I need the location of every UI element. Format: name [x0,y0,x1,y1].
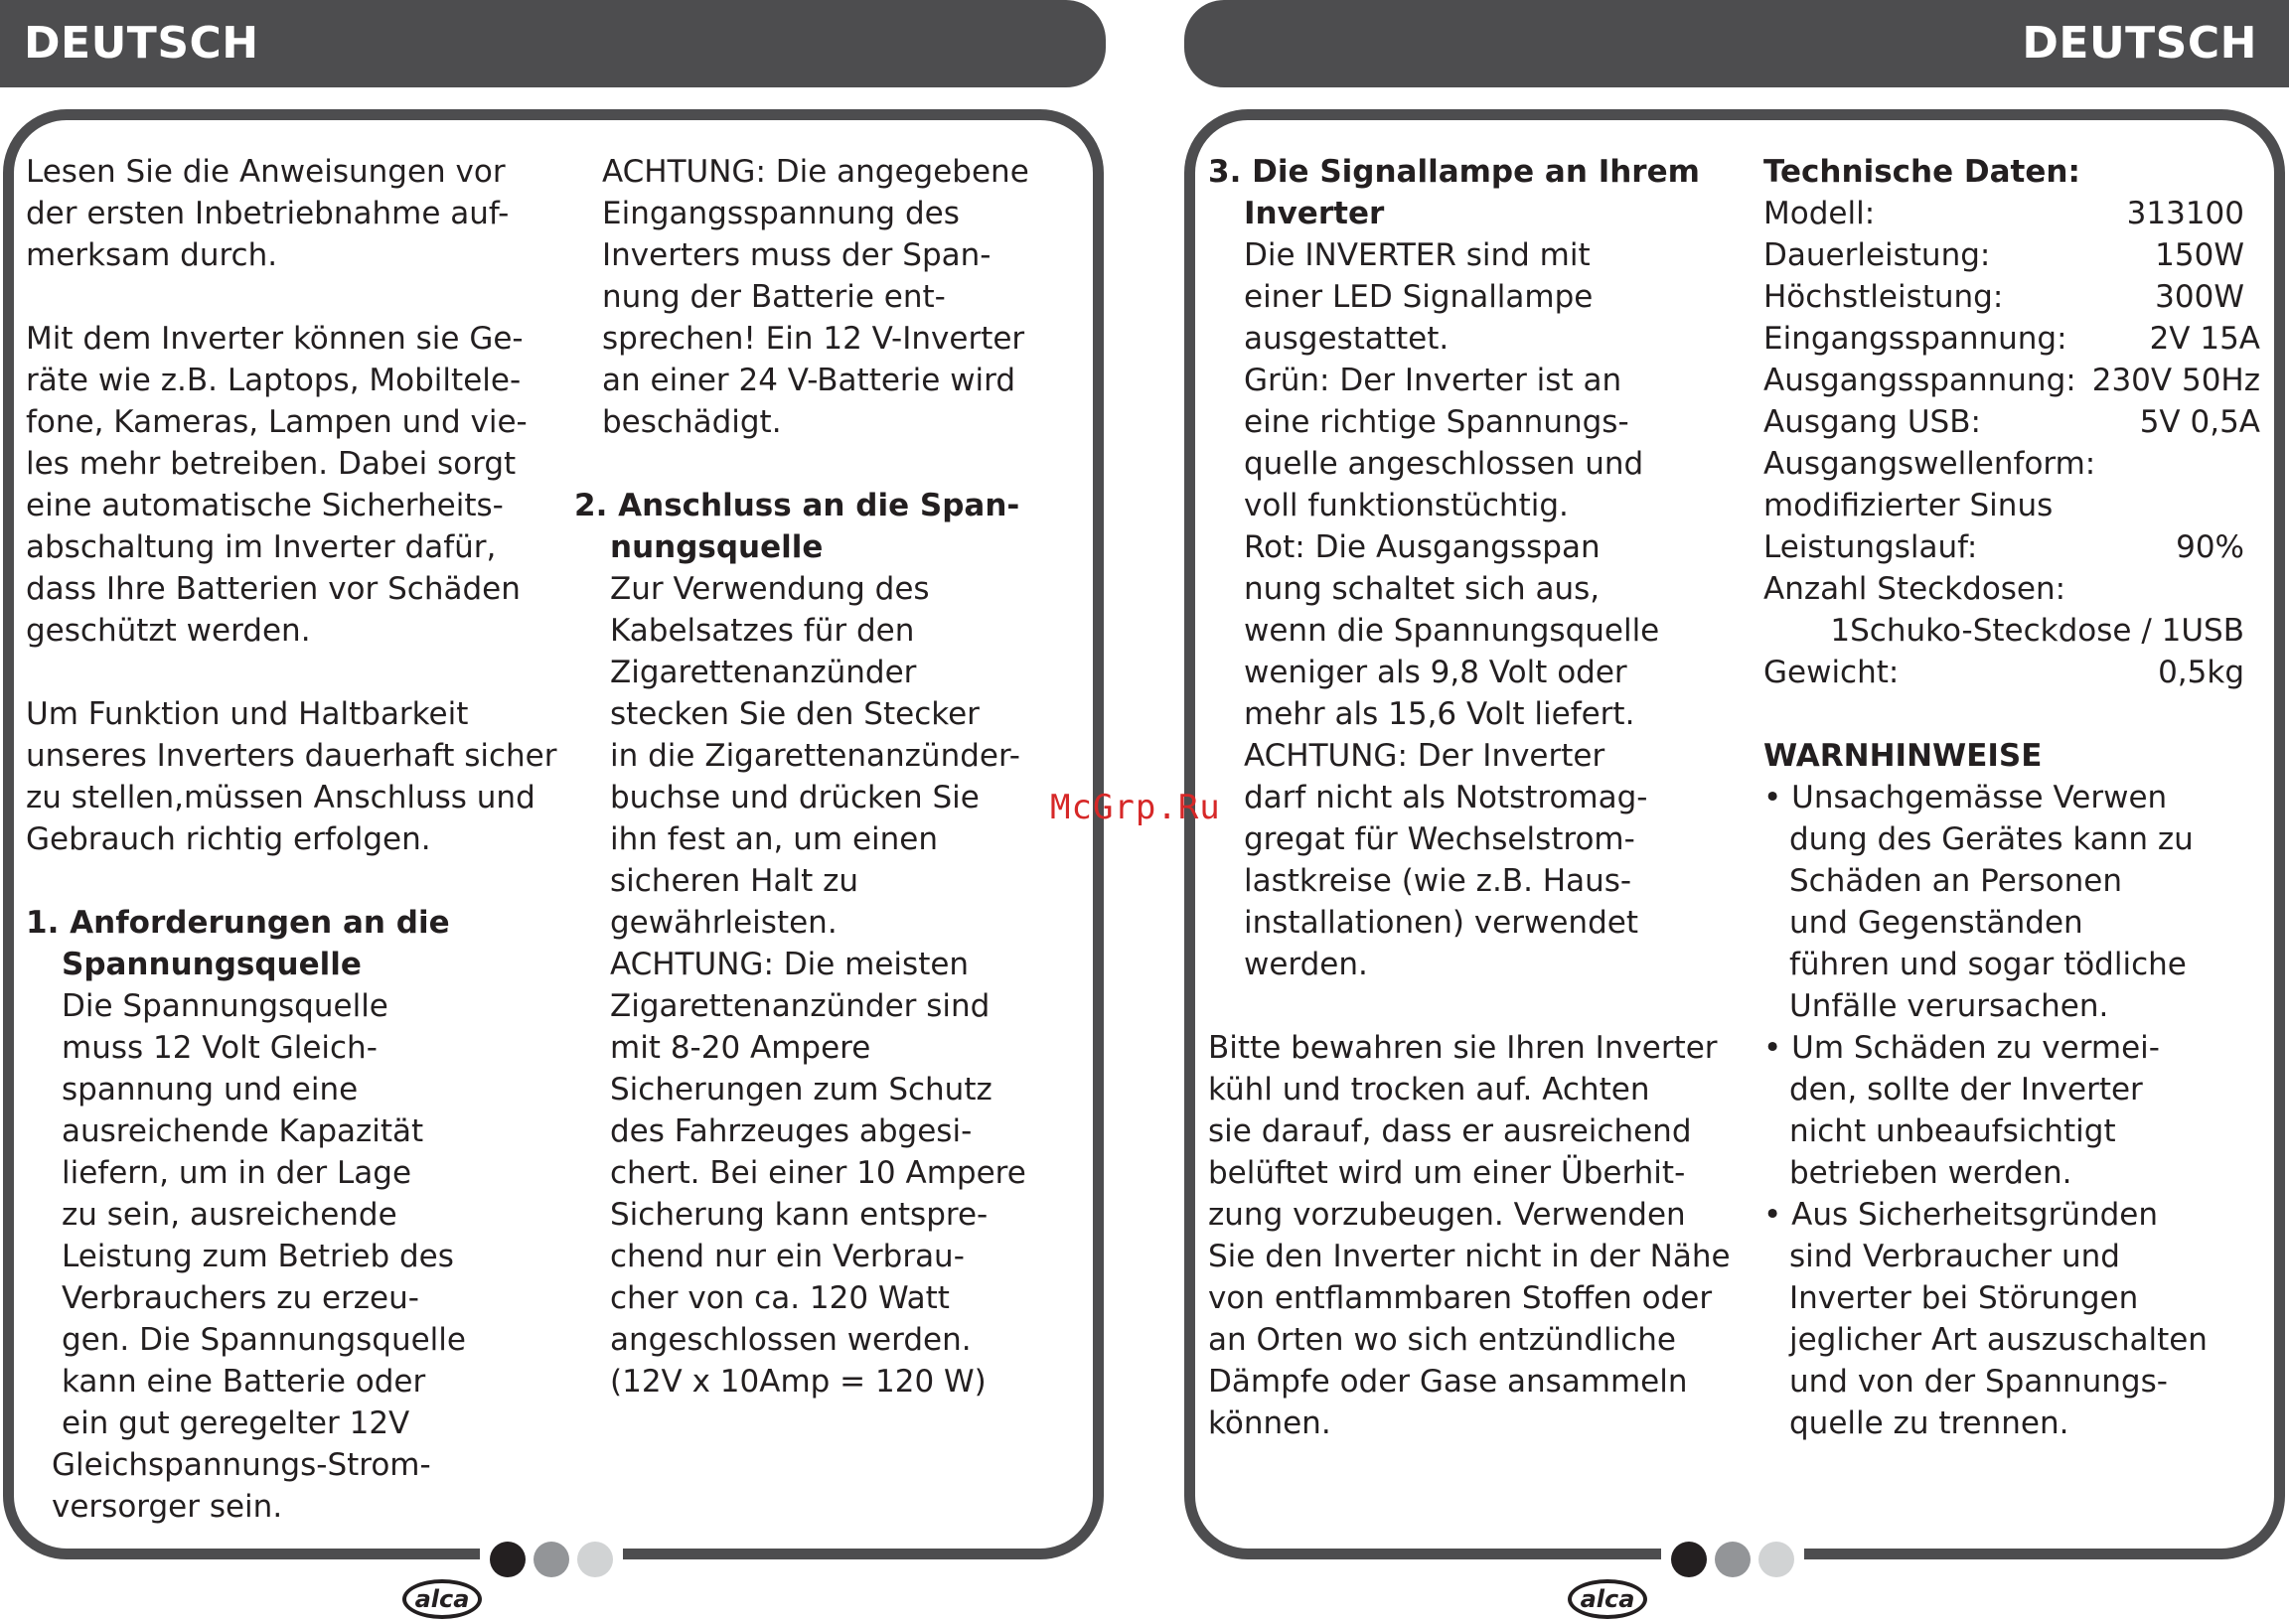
storage-paragraph [1208,1027,1745,1444]
text-line: Zur Verwendung des [610,571,930,607]
text-line: Lesen Sie die Anweisungen vor [26,154,506,190]
spec-row-input-voltage [1763,318,2260,360]
spec-value: 5V 0,5A [2139,404,2260,440]
spec-row-weight [1763,652,2244,693]
text-line: beschädigt. [602,404,782,440]
alca-logo: alca [1568,1579,1647,1619]
text-line: les mehr betreiben. Dabei sorgt [26,446,517,482]
text-line: ihn fest an, um einen [610,821,939,857]
text-line: stecken Sie den Stecker [610,696,980,732]
section-heading-line: 1. Anforderungen an die [26,905,450,941]
text-line: und Gegenständen [1789,905,2083,941]
text-line: sind Verbraucher und [1789,1239,2120,1274]
text-line: kühl und trocken auf. Achten [1208,1072,1650,1107]
text-line: spannung und eine [62,1072,359,1107]
header-right [1184,0,2289,87]
text-line: und von der Spannungs- [1789,1364,2168,1400]
column-3 [1208,151,1745,1444]
voltage-warning [574,151,1091,443]
text-line: cher von ca. 120 Watt [610,1280,950,1316]
dot-mid [1715,1542,1751,1577]
section-heading-line: 2. Anschluss an die Span- [574,488,1020,523]
section-1-body [26,985,582,1444]
text-line: Zigarettenanzünder [610,655,917,690]
page-dots-right [1661,1540,1804,1579]
section-2-heading [574,485,1091,568]
text-line: lastkreise (wie z.B. Haus- [1244,863,1632,899]
section-heading-line: Inverter [1244,196,1385,231]
text-line: Kabelsatzes für den [610,613,915,649]
intro-paragraph [26,151,582,276]
spec-label: Eingangsspannung: [1763,321,2067,357]
text-line: gen. Die Spannungsquelle [62,1322,466,1358]
text-line: sprechen! Ein 12 V-Inverter [602,321,1025,357]
text-line: betrieben werden. [1789,1155,2072,1191]
section-3-heading [1208,151,1745,234]
warnings-title: WARNHINWEISE [1763,738,2043,774]
text-line: Sicherungen zum Schutz [610,1072,992,1107]
text-line: Bitte bewahren sie Ihren Inverter [1208,1030,1718,1066]
section-heading-line: nungsquelle [610,529,824,565]
spec-row-model [1763,193,2244,234]
text-line: Grün: Der Inverter ist an [1244,363,1622,398]
watermark: McGrp.Ru [1050,788,1221,827]
spec-row-peak-power [1763,276,2244,318]
text-line: zu sein, ausreichende [62,1197,397,1233]
spec-row-usb-output [1763,401,2260,443]
spec-value: 150W [2155,237,2244,273]
section-1-heading [26,902,582,985]
spec-label: Leistungslauf: [1763,529,1978,565]
section-heading-line: 3. Die Signallampe an Ihrem [1208,154,1700,190]
dot-light [1758,1542,1794,1577]
spec-row-efficiency [1763,526,2244,568]
text-line: sie darauf, dass er ausreichend [1208,1113,1692,1149]
text-line: angeschlossen werden. [610,1322,972,1358]
text-line: fone, Kameras, Lampen und vie- [26,404,528,440]
text-line: Um Funktion und Haltbarkeit [26,696,469,732]
text-line: ACHTUNG: Die angegebene [602,154,1029,190]
specs-table [1763,193,2260,693]
text-line: Dämpfe oder Gase ansammeln [1208,1364,1688,1400]
text-line: Leistung zum Betrieb des [62,1239,454,1274]
text-line: dung des Gerätes kann zu [1789,821,2194,857]
text-line: mehr als 15,6 Volt liefert. [1244,696,1635,732]
text-line: nicht unbeaufsichtigt [1789,1113,2116,1149]
usage-paragraph [26,318,582,652]
spec-label: Dauerleistung: [1763,237,1991,273]
text-line: an einer 24 V-Batterie wird [602,363,1016,398]
text-line: einer LED Signallampe [1244,279,1594,315]
text-line: Gebrauch richtig erfolgen. [26,821,431,857]
text-line: • Aus Sicherheitsgründen [1763,1197,2159,1233]
text-line: nung der Batterie ent- [602,279,946,315]
dot-dark [1671,1542,1707,1577]
text-line: abschaltung im Inverter dafür, [26,529,497,565]
text-line: Schäden an Personen [1789,863,2123,899]
text-line: kann eine Batterie oder [62,1364,426,1400]
text-line: Rot: Die Ausgangsspan [1244,529,1601,565]
text-line: Sie den Inverter nicht in der Nähe [1208,1239,1731,1274]
spec-label: Modell: [1763,196,1876,231]
spec-label-waveform: Ausgangswellenform: [1763,446,2096,482]
warning-item-1 [1763,777,2260,1027]
text-line: quelle zu trennen. [1789,1405,2069,1441]
text-line: dass Ihre Batterien vor Schäden [26,571,521,607]
text-line: Unfälle verursachen. [1789,988,2109,1024]
warning-item-3 [1763,1194,2260,1444]
spec-row-output-voltage [1763,360,2260,401]
text-line: der ersten Inbetriebnahme auf- [26,196,510,231]
text-line: installationen) verwendet [1244,905,1638,941]
text-line: Mit dem Inverter können sie Ge- [26,321,524,357]
text-line: liefern, um in der Lage [62,1155,412,1191]
text-line: zu stellen,müssen Anschluss und [26,780,535,815]
text-line: Verbrauchers zu erzeu- [62,1280,419,1316]
text-line: Eingangsspannung des [602,196,960,231]
spec-value-waveform: modifizierter Sinus [1763,488,2054,523]
dot-dark [490,1542,526,1577]
text-line: Zigarettenanzünder sind [610,988,991,1024]
text-line: muss 12 Volt Gleich- [62,1030,378,1066]
text-line: buchse und drücken Sie [610,780,980,815]
spec-value: 230V 50Hz [2091,363,2260,398]
spec-label: Ausgangsspannung: [1763,363,2076,398]
spec-value: 2V 15A [2149,321,2260,357]
text-line: zung vorzubeugen. Verwenden [1208,1197,1686,1233]
text-line: gregat für Wechselstrom- [1244,821,1635,857]
text-line: führen und sogar tödliche [1789,947,2187,982]
section-3-body [1208,234,1745,985]
text-line: • Um Schäden zu vermei- [1763,1030,2160,1066]
text-line: versorger sein. [52,1489,283,1525]
section-heading-line: Spannungsquelle [62,947,362,982]
text-line: Sicherung kann entspre- [610,1197,989,1233]
text-line: eine automatische Sicherheits- [26,488,504,523]
text-line: werden. [1244,947,1368,982]
text-line: ACHTUNG: Die meisten [610,947,970,982]
text-line: Die INVERTER sind mit [1244,237,1591,273]
spec-value: 90% [2176,529,2244,565]
header-left-title: DEUTSCH [24,18,259,69]
spec-value-sockets: 1Schuko-Steckdose / 1USB [1830,613,2244,649]
text-line: können. [1208,1405,1331,1441]
spec-label: Höchstleistung: [1763,279,2004,315]
text-line: gewährleisten. [610,905,838,941]
text-line: ACHTUNG: Der Inverter [1244,738,1605,774]
warning-item-2 [1763,1027,2260,1194]
text-line: des Fahrzeuges abgesi- [610,1113,973,1149]
header-left [0,0,1106,87]
header-right-title: DEUTSCH [2022,18,2257,69]
text-line: Die Spannungsquelle [62,988,388,1024]
text-line: wenn die Spannungsquelle [1244,613,1660,649]
spec-label: Ausgang USB: [1763,404,1981,440]
text-line: an Orten wo sich entzündliche [1208,1322,1676,1358]
column-1 [26,151,582,1528]
text-line: voll funktionstüchtig. [1244,488,1569,523]
text-line: unseres Inverters dauerhaft sicher [26,738,557,774]
text-line: merksam durch. [26,237,278,273]
section-1-tail [26,1444,582,1528]
text-line: • Unsachgemässe Verwen [1763,780,2168,815]
text-line: Inverters muss der Span- [602,237,992,273]
text-line: sicheren Halt zu [610,863,859,899]
text-line: weniger als 9,8 Volt oder [1244,655,1627,690]
specs-title: Technische Daten: [1763,154,2080,190]
text-line: von entflammbaren Stoffen oder [1208,1280,1713,1316]
text-line: mit 8-20 Ampere [610,1030,871,1066]
text-line: (12V x 10Amp = 120 W) [610,1364,987,1400]
text-line: darf nicht als Notstromag- [1244,780,1648,815]
alca-logo: alca [402,1579,482,1619]
text-line: belüftet wird um einer Überhit- [1208,1155,1686,1191]
column-4 [1763,151,2260,1444]
spec-label: Gewicht: [1763,655,1900,690]
page-dots-left [480,1540,623,1579]
spec-value: 0,5kg [2158,655,2244,690]
column-2 [574,151,1091,1403]
spec-value: 300W [2155,279,2244,315]
text-line: ausreichende Kapazität [62,1113,424,1149]
text-line: räte wie z.B. Laptops, Mobiltele- [26,363,522,398]
text-line: Inverter bei Störungen [1789,1280,2139,1316]
text-line: Gleichspannungs-Strom- [52,1447,431,1483]
dot-light [577,1542,613,1577]
text-line: chert. Bei einer 10 Ampere [610,1155,1026,1191]
text-line: jeglicher Art auszuschalten [1789,1322,2208,1358]
durability-paragraph [26,693,582,860]
text-line: chend nur ein Verbrau- [610,1239,965,1274]
text-line: den, sollte der Inverter [1789,1072,2143,1107]
text-line: geschützt werden. [26,613,311,649]
spec-value: 313100 [2126,196,2244,231]
text-line: nung schaltet sich aus, [1244,571,1601,607]
text-line: in die Zigarettenanzünder- [610,738,1020,774]
text-line: ein gut geregelter 12V [62,1405,410,1441]
section-2-body [574,568,1091,1403]
text-line: quelle angeschlossen und [1244,446,1644,482]
text-line: eine richtige Spannungs- [1244,404,1629,440]
text-line: ausgestattet. [1244,321,1450,357]
dot-mid [534,1542,569,1577]
spec-label-sockets: Anzahl Steckdosen: [1763,571,2066,607]
spec-row-continuous-power [1763,234,2244,276]
